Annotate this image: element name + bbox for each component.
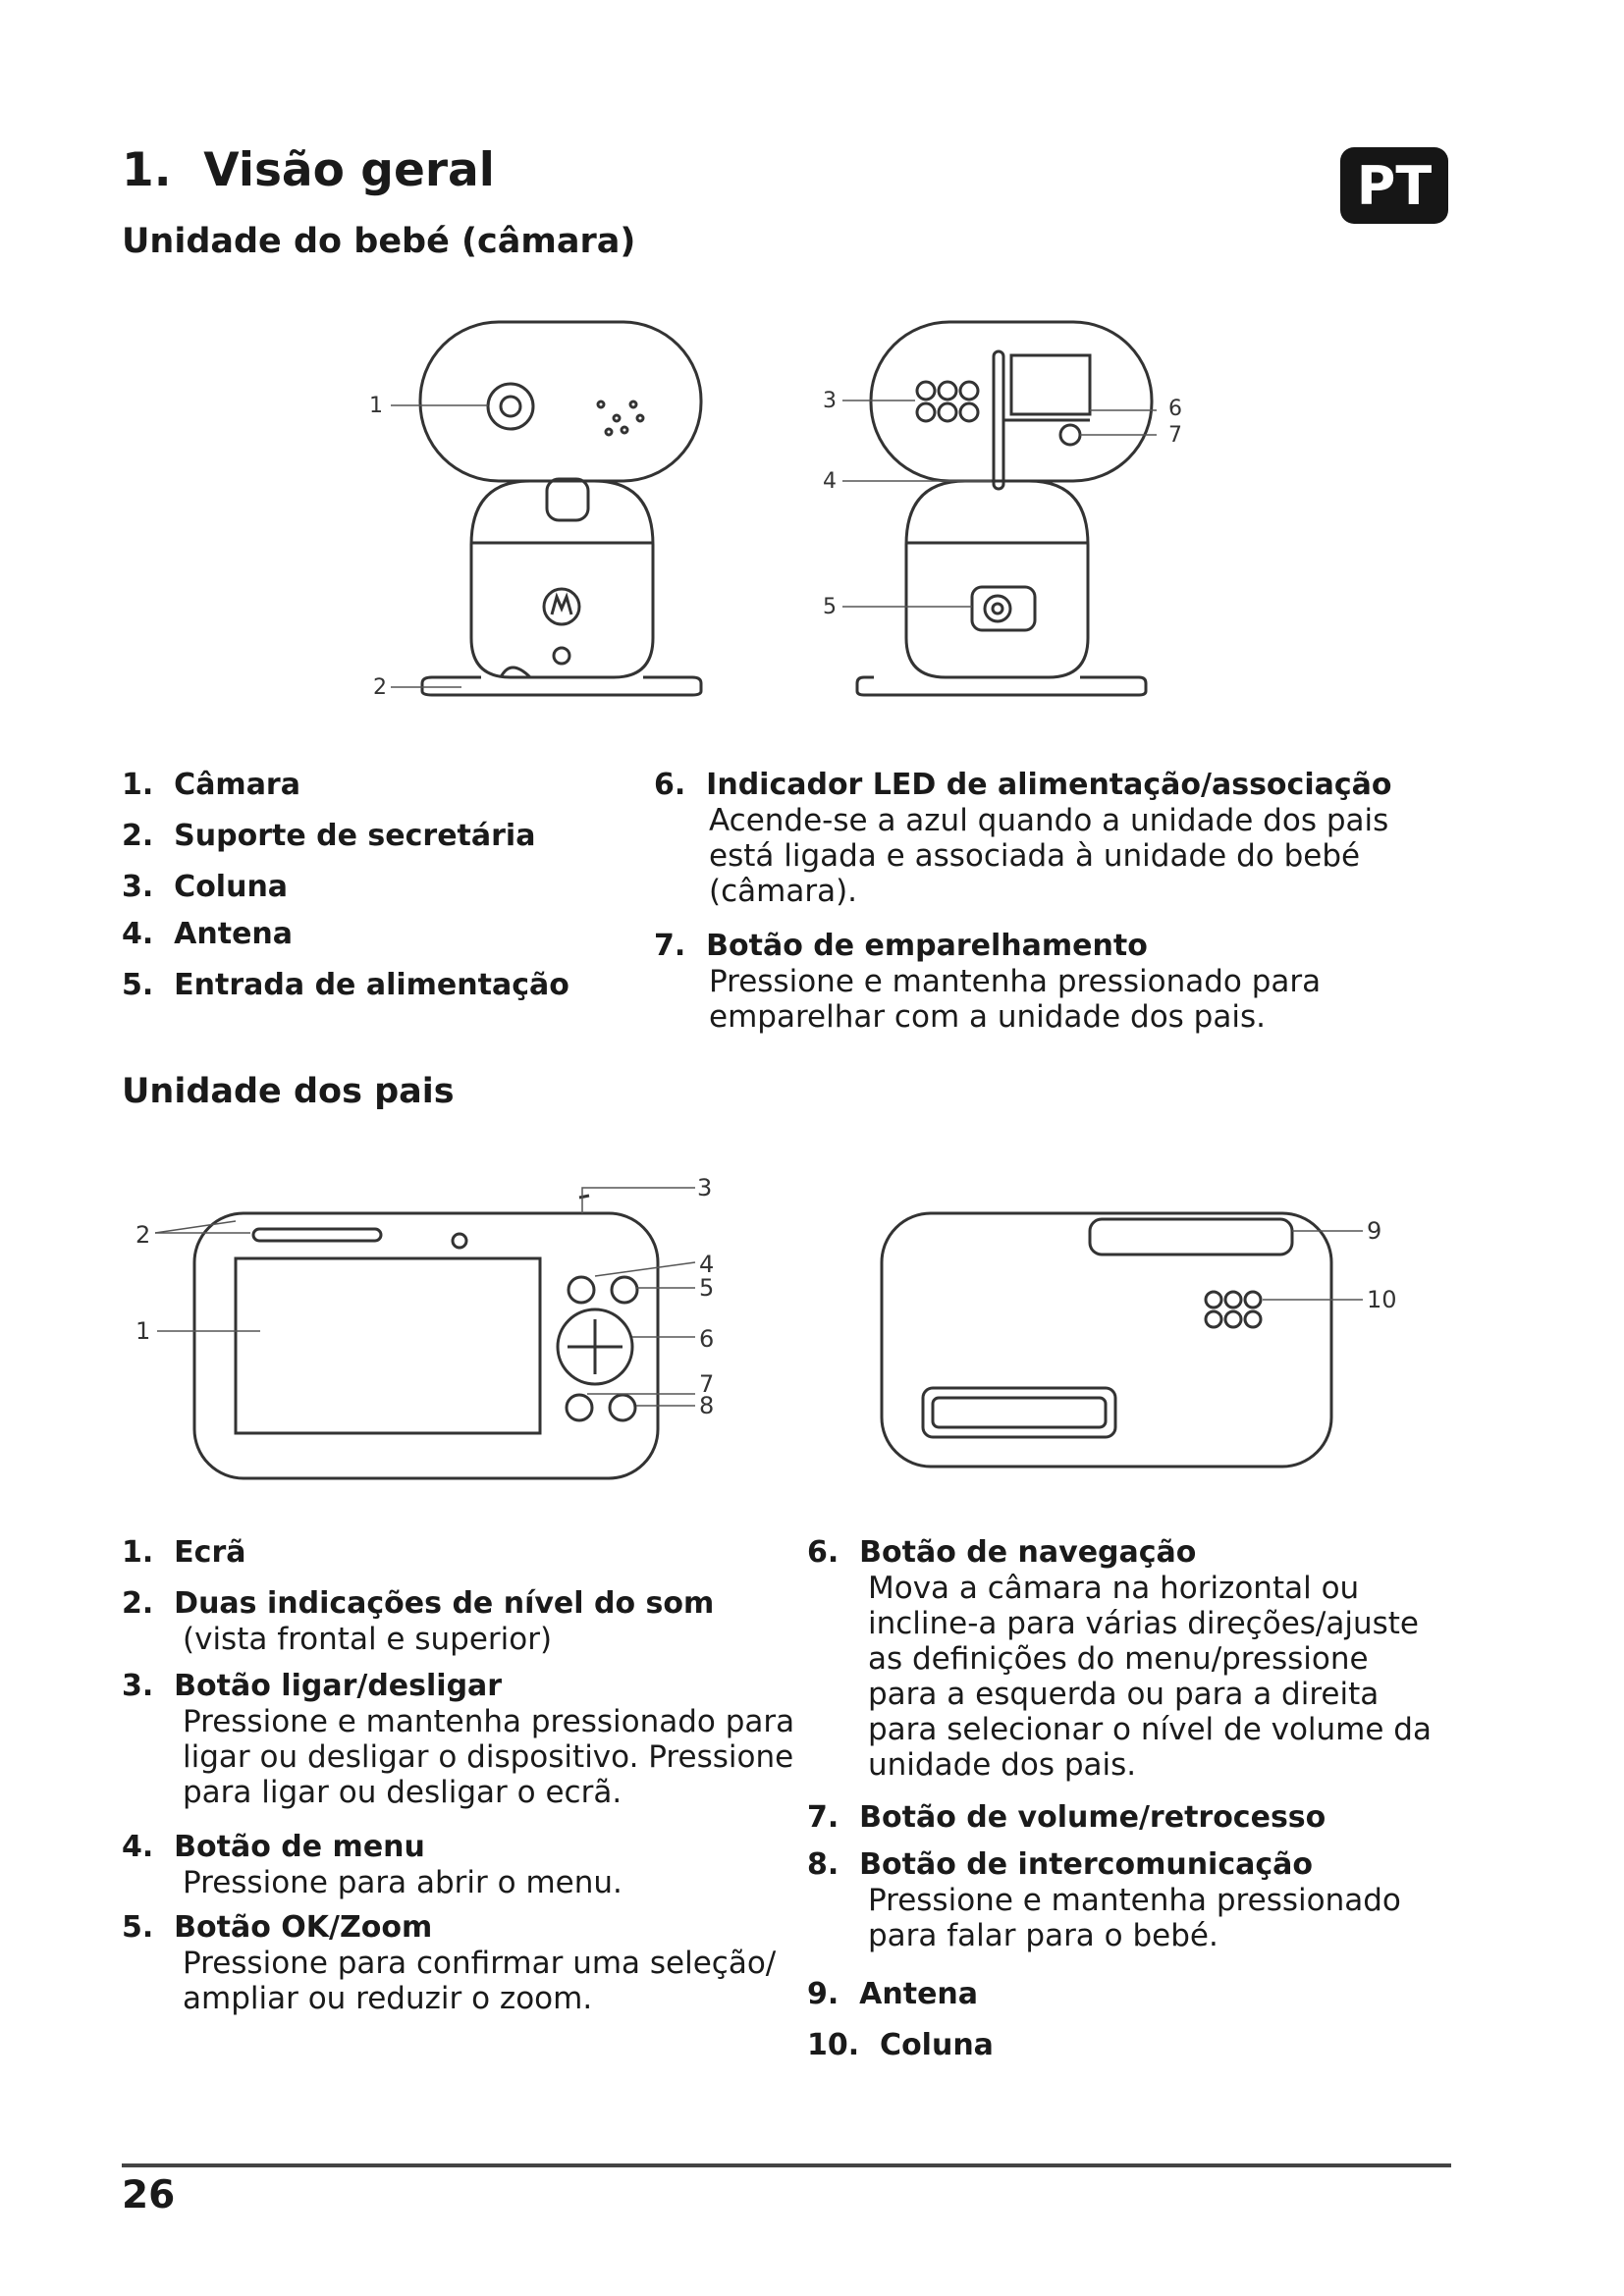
callout-power-button: 3 [697, 1174, 713, 1201]
monitor-front-view [194, 1196, 658, 1478]
callout-camera: 1 [369, 394, 383, 418]
callout-speaker: 3 [823, 389, 837, 413]
list-item: 7. Botão de emparelhamento Pressione e mantenha pressionado para emparelhar com a unidade dos pais. [654, 929, 1322, 1035]
list-item: 2. Suporte de secretária [122, 819, 536, 853]
camera-front-view [420, 322, 701, 695]
callout-led: 6 [1168, 397, 1182, 421]
parent-unit-diagram [0, 1158, 1624, 1492]
callout-sound-level: 2 [135, 1221, 151, 1249]
list-item: 10. Coluna [807, 2028, 994, 2062]
list-item: 6. Indicador LED de alimentação/associação Acende-se a azul quando a unidade dos pais está ligada e associada à unidade do bebé (câmara). [654, 768, 1392, 909]
callout-volume-back: 7 [699, 1370, 715, 1398]
section-number: 1. [122, 143, 172, 197]
screen [236, 1258, 540, 1433]
speaker-icon [917, 382, 978, 421]
parent-unit-heading: Unidade dos pais [122, 1072, 455, 1111]
callout-power: 5 [823, 595, 837, 619]
list-item: 2. Duas indicações de nível do som (vista frontal e superior) [122, 1586, 715, 1657]
brand-logo-icon [453, 1234, 466, 1248]
camera-back-view [857, 322, 1152, 695]
language-badge: PT [1340, 147, 1448, 224]
volume-back-button-icon [567, 1395, 592, 1420]
section-title-text: Visão geral [203, 143, 495, 197]
list-item: 1. Câmara [122, 768, 300, 802]
list-item: 7. Botão de volume/retrocesso [807, 1800, 1326, 1835]
callout-nav: 6 [699, 1325, 715, 1353]
list-item: 5. Entrada de alimentação [122, 968, 569, 1002]
speaker-icon [1206, 1292, 1261, 1327]
callout-screen: 1 [135, 1317, 151, 1345]
baby-unit-heading: Unidade do bebé (câmara) [122, 222, 636, 261]
callout-pair: 7 [1168, 423, 1182, 448]
list-item: 6. Botão de navegação Mova a câmara na horizontal ou incline-a para várias direções/ajuste as definições do menu/pressione para a esquerda ou para a direita para selecionar o nível de volume da unidade dos pais. [807, 1535, 1432, 1783]
antenna-icon [994, 351, 1003, 489]
list-item: 3. Coluna [122, 870, 289, 904]
list-item: 1. Ecrã [122, 1535, 246, 1570]
callout-menu: 4 [699, 1251, 715, 1278]
pairing-button-icon [1060, 425, 1080, 445]
callout-antenna: 9 [1367, 1217, 1382, 1245]
page-number: 26 [122, 2173, 176, 2217]
callout-intercom: 8 [699, 1392, 715, 1419]
list-item: 8. Botão de intercomunicação Pressione e mantenha pressionado para falar para o bebé. [807, 1847, 1401, 1953]
intercom-button-icon [610, 1395, 635, 1420]
baby-unit-diagram [0, 294, 1624, 717]
callout-antenna: 4 [823, 469, 837, 494]
section-title [122, 143, 495, 197]
footer-divider [122, 2163, 1451, 2167]
list-item: 4. Botão de menu Pressione para abrir o menu. [122, 1830, 623, 1900]
list-item: 4. Antena [122, 917, 294, 951]
callout-stand: 2 [373, 675, 387, 700]
menu-button-icon [568, 1277, 594, 1303]
antenna-icon [1090, 1219, 1292, 1255]
list-item: 9. Antena [807, 1977, 979, 2011]
list-item: 5. Botão OK/Zoom Pressione para confirmar uma seleção/ ampliar ou reduzir o zoom. [122, 1910, 777, 2016]
list-item: 3. Botão ligar/desligar Pressione e mantenha pressionado para ligar ou desligar o dispositivo. Pressione para ligar ou desligar o ecrã. [122, 1669, 795, 1810]
callout-speaker: 10 [1367, 1286, 1397, 1313]
monitor-back-view [882, 1213, 1331, 1467]
callout-ok-zoom: 5 [699, 1274, 715, 1302]
ok-zoom-button-icon [612, 1277, 637, 1303]
